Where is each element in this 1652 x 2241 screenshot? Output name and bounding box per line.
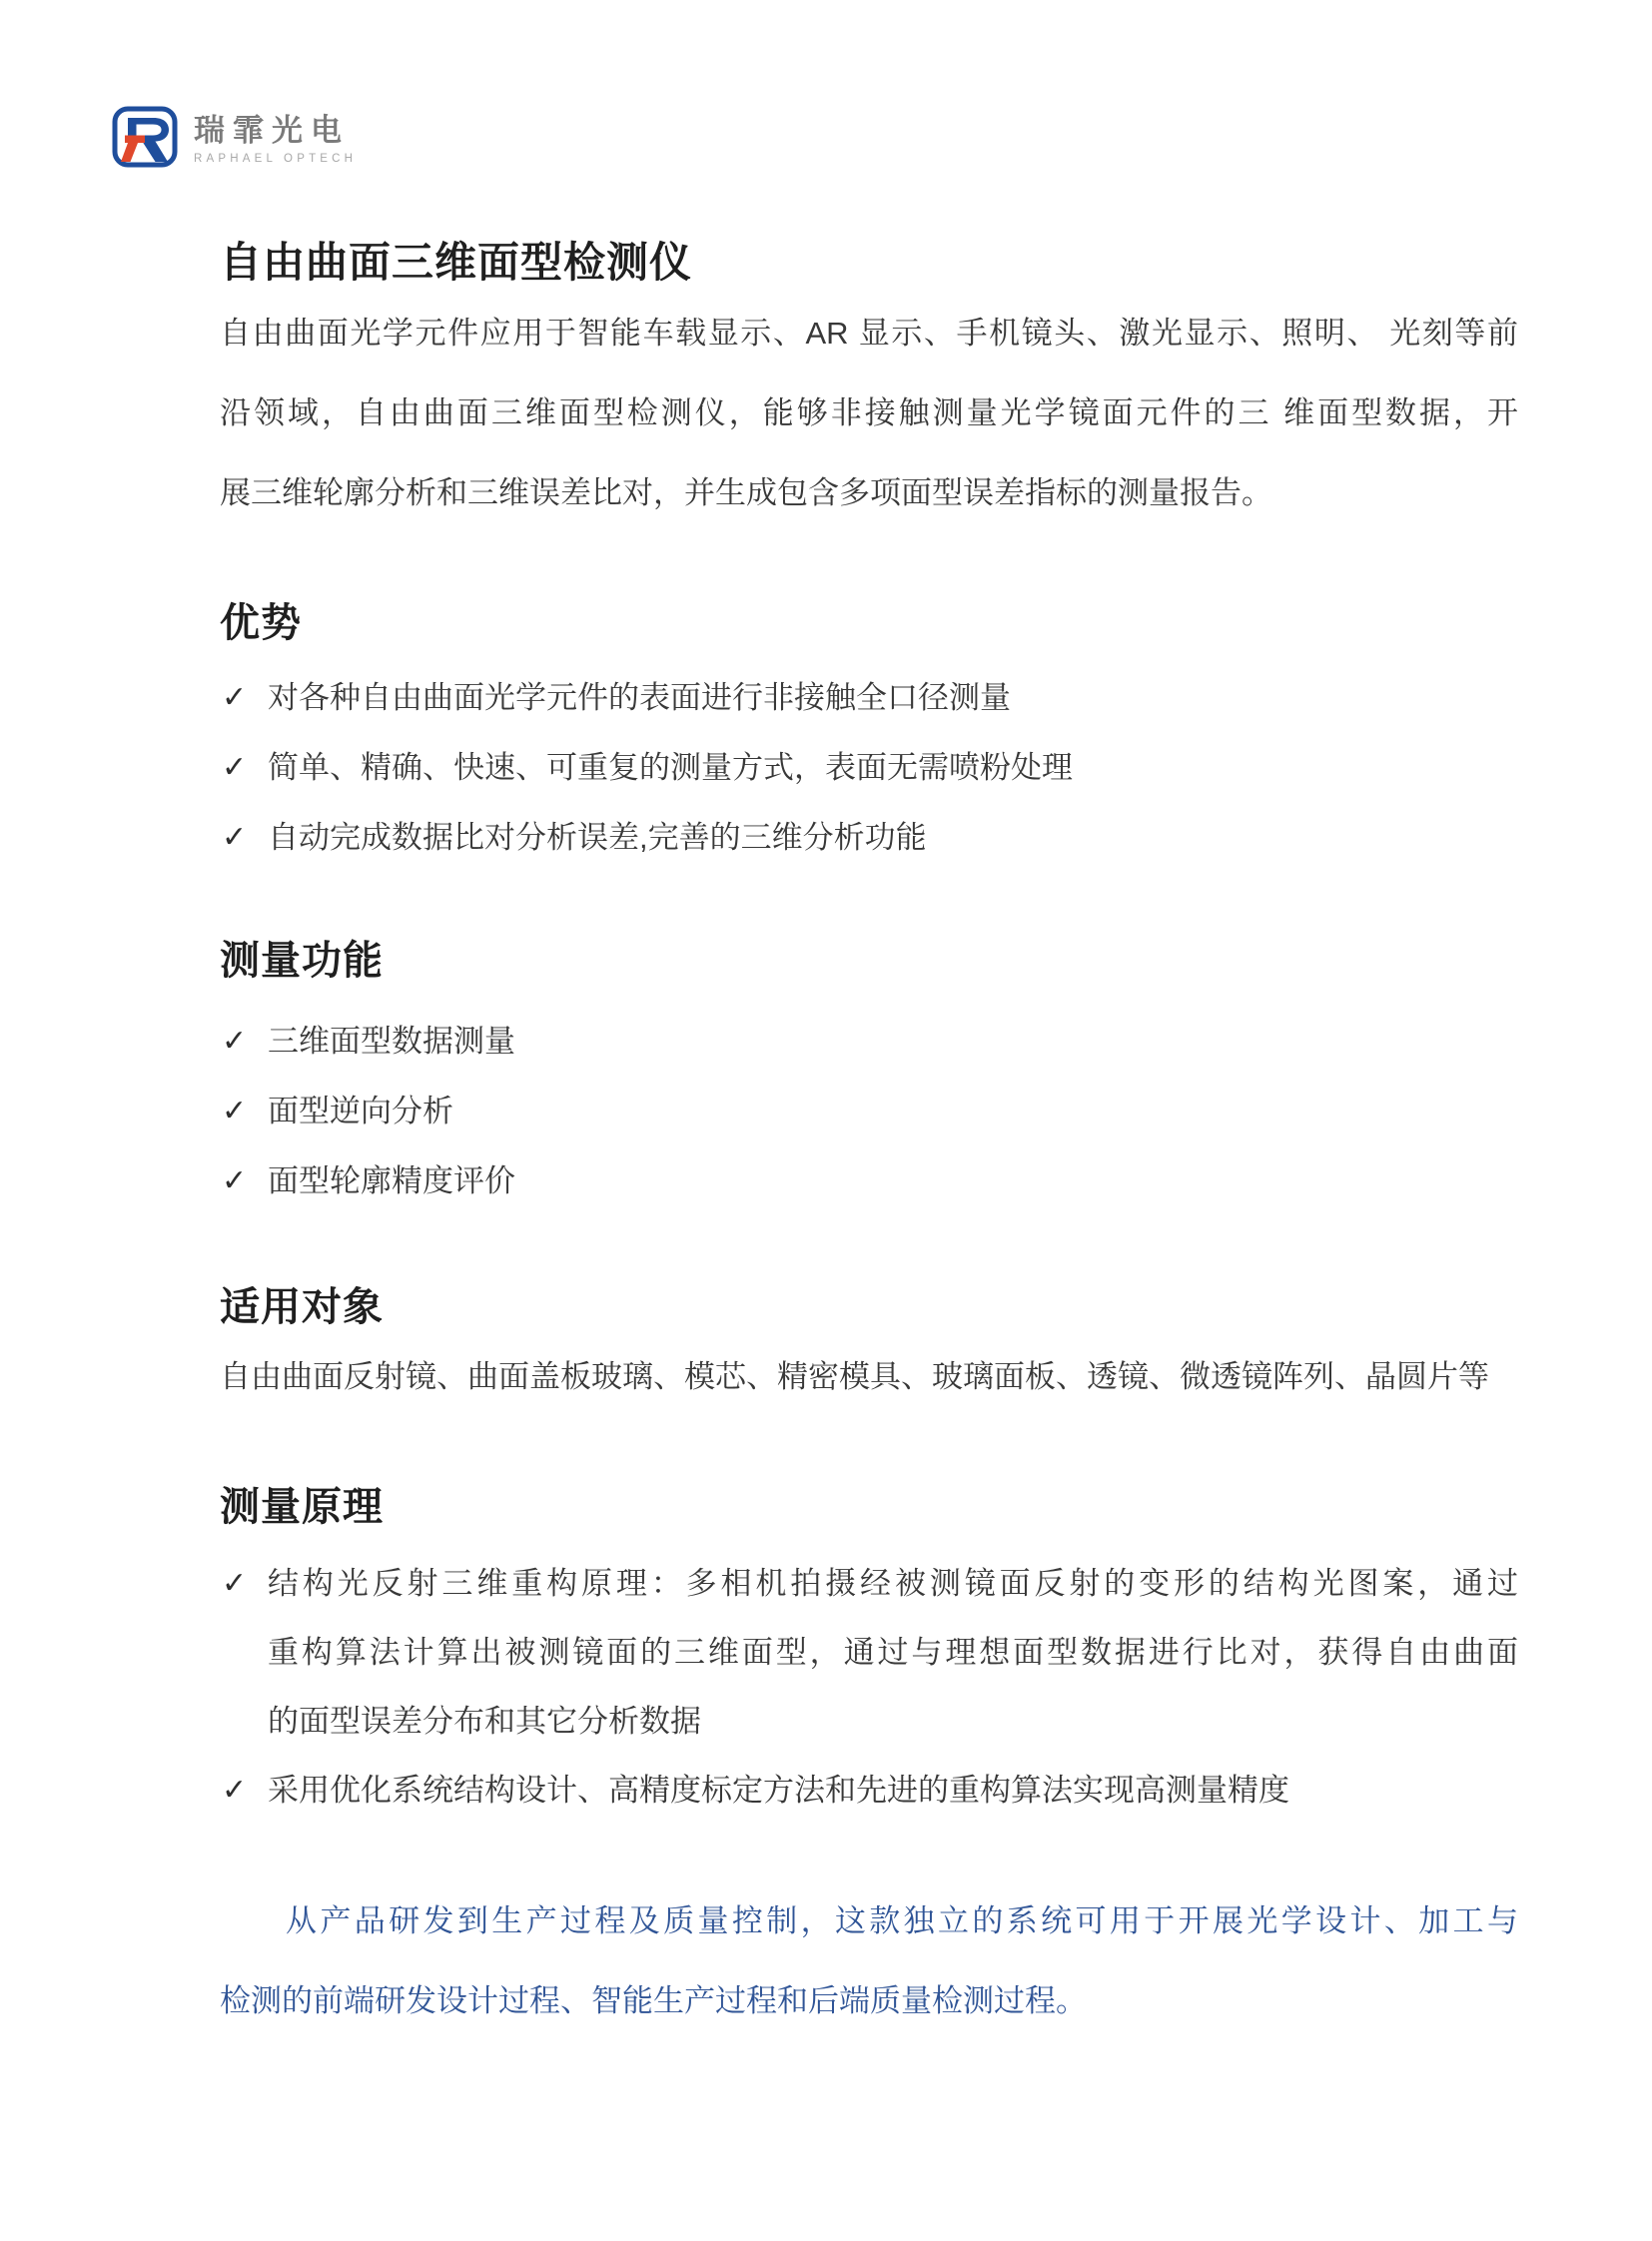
list-item bbox=[220, 733, 1518, 803]
list-item-line: 的面型误差分布和其它分析数据 bbox=[268, 1704, 701, 1739]
closing-note bbox=[220, 1881, 1518, 2041]
brand-logo-text bbox=[194, 114, 357, 165]
brand-name-en: RAPHAEL OPTECH bbox=[194, 153, 358, 165]
intro-line: 沿领域，自由曲面三维面型检测仪，能够非接触测量光学镜面元件的三 维面型数据，开 bbox=[220, 395, 1518, 430]
closing-line: 检测的前端研发设计过程、智能生产过程和后端质量检测过程。 bbox=[220, 1983, 1087, 2018]
list-item-text: 面型逆向分析 bbox=[268, 1094, 453, 1128]
closing-line: 从产品研发到生产过程及质量控制，这款独立的系统可用于开展光学设计、加工与 bbox=[286, 1903, 1518, 1938]
section-heading-advantages: 优势 bbox=[220, 601, 302, 645]
brand-name-cn: 瑞霏光电 bbox=[194, 113, 350, 148]
page-title: 自由曲面三维面型检测仪 bbox=[220, 239, 693, 286]
list-item-text: 三维面型数据测量 bbox=[268, 1024, 515, 1059]
list-item bbox=[220, 663, 1518, 733]
list-item-text: 对各种自由曲面光学元件的表面进行非接触全口径测量 bbox=[268, 680, 1011, 715]
list-item-text: 简单、精确、快速、可重复的测量方式，表面无需喷粉处理 bbox=[268, 750, 1073, 785]
list-item-text: 面型轮廓精度评价 bbox=[268, 1163, 515, 1198]
list-item bbox=[220, 1077, 1518, 1146]
check-icon: ✓ bbox=[222, 1025, 248, 1058]
intro-line: 自由曲面光学元件应用于智能车载显示、AR 显示、手机镜头、激光显示、照明、 光刻等前 bbox=[220, 316, 1518, 351]
check-icon: ✓ bbox=[222, 1095, 248, 1127]
check-icon: ✓ bbox=[222, 681, 248, 714]
check-icon: ✓ bbox=[222, 1164, 248, 1197]
check-icon: ✓ bbox=[222, 821, 248, 854]
applications-paragraph: 自由曲面反射镜、曲面盖板玻璃、模芯、精密模具、玻璃面板、透镜、微透镜阵列、晶圆片等 bbox=[220, 1359, 1489, 1394]
section-heading-principle: 测量原理 bbox=[220, 1485, 384, 1529]
intro-line: 展三维轮廓分析和三维误差比对，并生成包含多项面型误差指标的测量报告。 bbox=[220, 475, 1272, 510]
check-icon: ✓ bbox=[222, 751, 248, 784]
list-item bbox=[220, 803, 1518, 873]
principle-list bbox=[220, 1549, 1518, 1825]
list-item bbox=[220, 1146, 1518, 1216]
list-item bbox=[220, 1756, 1518, 1825]
advantages-list bbox=[220, 663, 1518, 873]
list-item-text: 自动完成数据比对分析误差,完善的三维分析功能 bbox=[268, 820, 927, 855]
brand-logo-icon bbox=[112, 106, 178, 168]
check-icon: ✓ bbox=[222, 1774, 248, 1807]
functions-list bbox=[220, 1007, 1518, 1216]
intro-paragraph bbox=[220, 294, 1518, 533]
list-item-line: 采用优化系统结构设计、高精度标定方法和先进的重构算法实现高测量精度 bbox=[268, 1773, 1289, 1808]
list-item bbox=[220, 1549, 1518, 1756]
check-icon: ✓ bbox=[222, 1567, 248, 1600]
list-item-line: 重构算法计算出被测镜面的三维面型，通过与理想面型数据进行比对，获得自由曲面 bbox=[268, 1635, 1518, 1670]
list-item bbox=[220, 1007, 1518, 1077]
section-heading-applications: 适用对象 bbox=[220, 1285, 384, 1329]
brand-logo bbox=[112, 106, 357, 168]
list-item-line: 结构光反射三维重构原理：多相机拍摄经被测镜面反射的变形的结构光图案，通过 bbox=[268, 1566, 1518, 1601]
section-heading-functions: 测量功能 bbox=[220, 939, 384, 983]
